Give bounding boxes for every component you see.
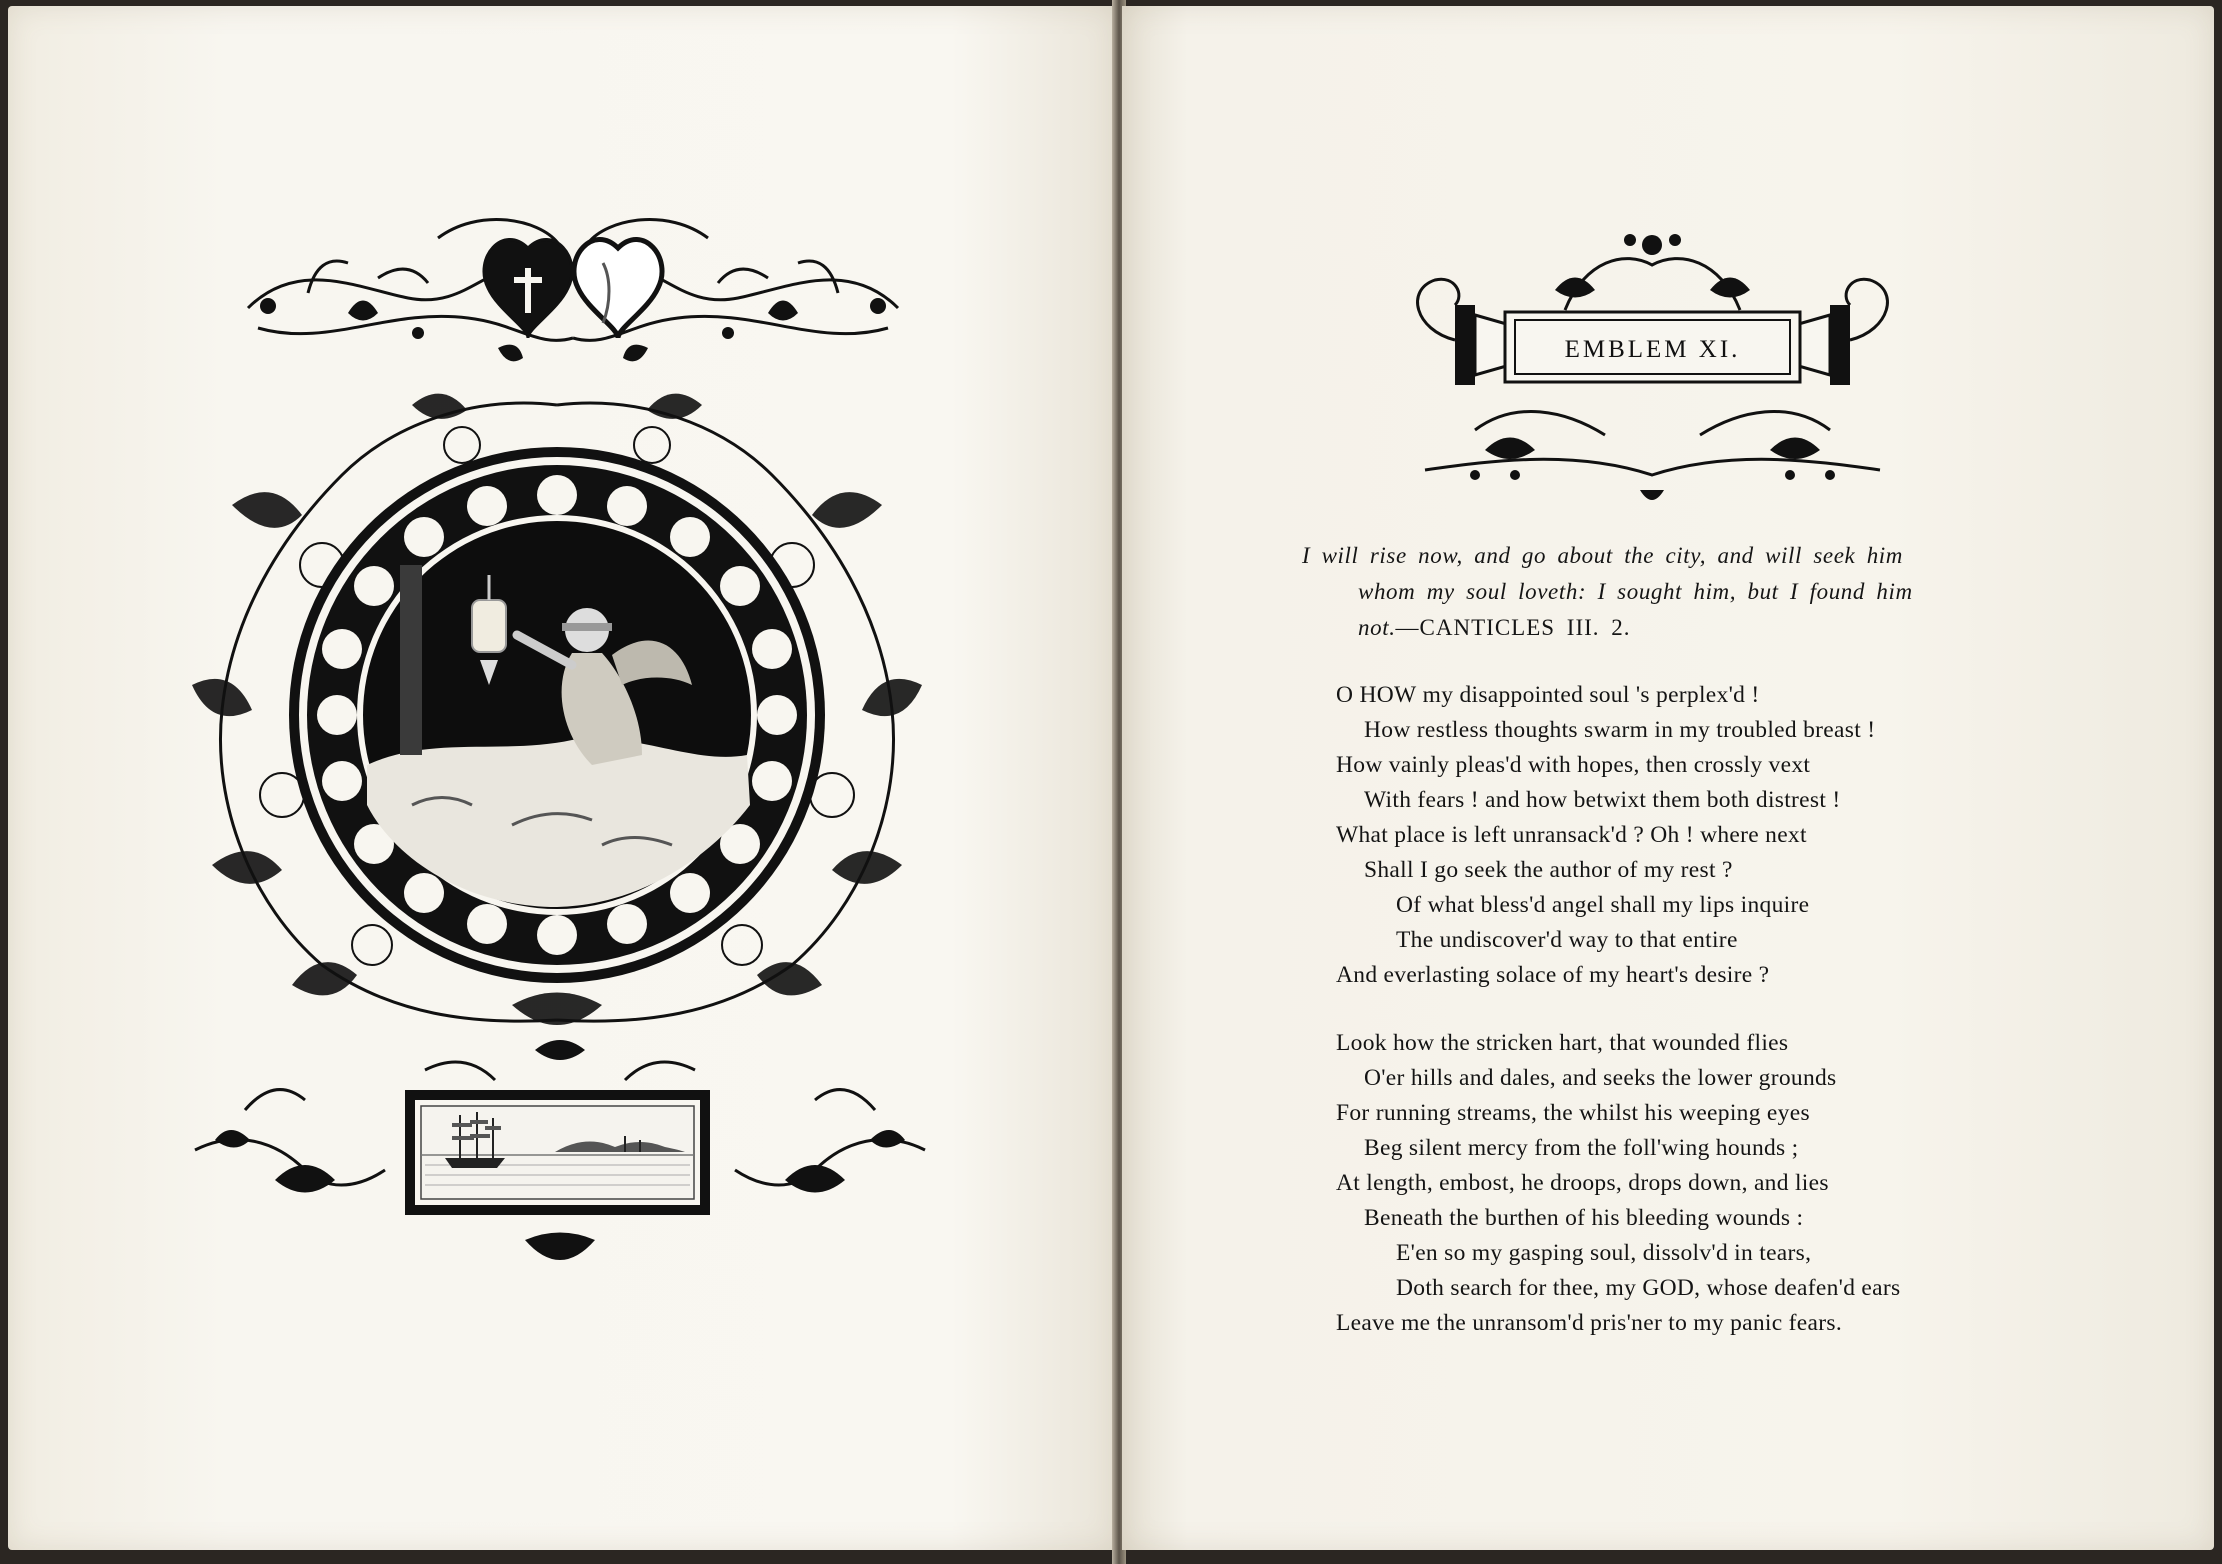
- poem-line: Look how the stricken hart, that wounded flies: [1336, 1030, 1789, 1056]
- poem-line-text: my disappointed soul 's perplex'd !: [1416, 682, 1760, 708]
- poem-opening-words: O HOW: [1336, 682, 1417, 708]
- emblem-title-cartouche: [1395, 220, 1910, 510]
- epigraph-line: whom my soul loveth: I sought him, but I found him: [1358, 579, 1913, 604]
- heart-cross-emblem-icon: [238, 198, 908, 378]
- poem-line: What place is left unransack'd ? Oh ! where next: [1336, 822, 1807, 848]
- poem-line: Beg silent mercy from the foll'wing hounds ;: [1364, 1135, 1799, 1161]
- epigraph-line: I will rise now, and go about the city, and will seek him: [1302, 543, 1904, 568]
- poem-line: [1336, 1271, 1900, 1306]
- poem-stanza-2: [1336, 1026, 1900, 1341]
- poem-line: For running streams, the whilst his weeping eyes: [1336, 1100, 1810, 1126]
- poem-line: Shall I go seek the author of my rest ?: [1364, 857, 1733, 883]
- epigraph-line-end: not.: [1358, 615, 1396, 640]
- poem-line: How restless thoughts swarm in my troubled breast !: [1364, 717, 1876, 743]
- poem-divine-name: GOD: [1642, 1275, 1695, 1301]
- poem-line: At length, embost, he droops, drops down, and lies: [1336, 1170, 1829, 1196]
- poem-line: With fears ! and how betwixt them both distrest !: [1364, 787, 1841, 813]
- poem-line: [1336, 678, 1875, 713]
- epigraph: [1302, 538, 2022, 646]
- scripture-reference: —CANTICLES III. 2.: [1395, 615, 1631, 640]
- poem-line: How vainly pleas'd with hopes, then crossly vext: [1336, 752, 1811, 778]
- poem-line-text: Doth search for thee, my: [1396, 1275, 1643, 1301]
- ship-seascape-vignette-icon: [185, 1040, 935, 1290]
- poem-line: Beneath the burthen of his bleeding wounds :: [1364, 1205, 1804, 1231]
- poem-line: E'en so my gasping soul, dissolv'd in tears,: [1396, 1240, 1812, 1266]
- poem-stanza-1: [1336, 678, 1875, 993]
- poem-line: O'er hills and dales, and seeks the lower grounds: [1364, 1065, 1837, 1091]
- poem-line: Leave me the unransom'd pris'ner to my panic fears.: [1336, 1310, 1842, 1336]
- poem-line: And everlasting solace of my heart's desire ?: [1336, 962, 1770, 988]
- epigraph-line: [1302, 610, 2022, 646]
- poem-line-text: , whose deafen'd ears: [1694, 1275, 1901, 1301]
- poem-line: The undiscover'd way to that entire: [1396, 927, 1738, 953]
- blindfolded-cupid-lantern-medallion-icon: [172, 385, 942, 1035]
- poem-line: Of what bless'd angel shall my lips inquire: [1396, 892, 1810, 918]
- emblem-title: EMBLEM XI.: [1564, 336, 1741, 363]
